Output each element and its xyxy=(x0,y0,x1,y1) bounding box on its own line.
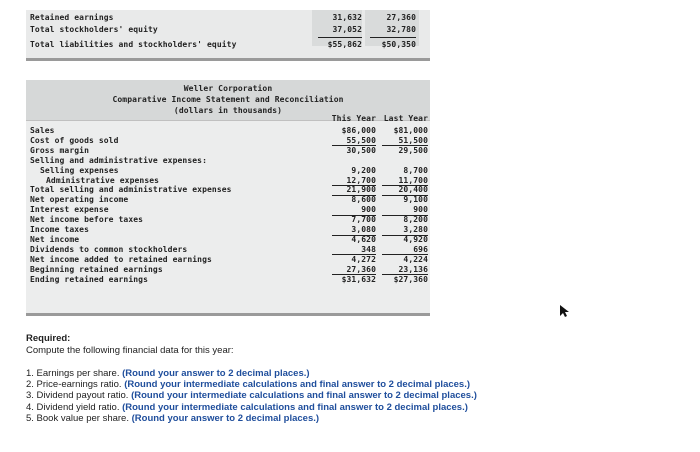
statement-row-label: Administrative expenses xyxy=(46,175,160,185)
statement-row-last-year xyxy=(378,156,428,166)
list-item: 5. Book value per share. (Round your answer to 2 decimal places.) xyxy=(26,412,320,424)
statement-row-label: Sales xyxy=(30,126,55,135)
required-title: Required: xyxy=(26,333,71,344)
statement-row-this-year: 27,360 xyxy=(346,264,376,274)
statement-row-this-year: 900 xyxy=(361,205,376,215)
statement-row-label: Selling expenses xyxy=(40,165,119,175)
statement-row-this-year: 9,200 xyxy=(351,165,376,175)
required-section xyxy=(26,333,686,424)
statement-row-last-year: 8,700 xyxy=(403,165,428,175)
statement-row-this-year: 4,272 xyxy=(351,254,376,264)
statement-row-label: Total selling and administrative expenses xyxy=(30,185,232,195)
row-last-year: $50,350 xyxy=(381,40,416,49)
statement-row-last-year: 8,200 xyxy=(403,215,428,225)
row-label: Total liabilities and stockholders' equity xyxy=(30,40,237,49)
statement-units: (dollars in thousands) xyxy=(173,106,283,115)
statement-row-last-year: 4,920 xyxy=(403,234,428,244)
statement-row-this-year: 3,080 xyxy=(351,225,376,234)
statement-row-last-year: 9,100 xyxy=(403,195,428,205)
statement-row-label: Net income added to retained earnings xyxy=(30,254,212,264)
list-item: 4. Dividend yield ratio. (Round your intermediate calculations and final answer to 2 decimal places.) xyxy=(26,401,468,413)
statement-bottom-rule xyxy=(26,313,430,316)
list-item: 1. Earnings per share. (Round your answer to 2 decimal places.) xyxy=(26,368,310,379)
list-item: 3. Dividend payout ratio. (Round your intermediate calculations and final answer to 2 decimal places.) xyxy=(26,390,477,402)
statement-row-label: Net income before taxes xyxy=(30,215,144,225)
statement-row-last-year: 23,136 xyxy=(398,264,428,274)
statement-row-label: Interest expense xyxy=(30,205,109,215)
statement-row-last-year: 20,400 xyxy=(398,185,428,195)
mouse-cursor-icon xyxy=(560,305,570,317)
statement-row-this-year: $31,632 xyxy=(341,274,376,284)
row-last-year: 27,360 xyxy=(386,13,416,22)
statement-row-label: Dividends to common stockholders xyxy=(30,244,188,254)
underline xyxy=(318,37,362,38)
statement-row-label: Beginning retained earnings xyxy=(30,264,163,274)
statement-row-this-year: 30,500 xyxy=(346,145,376,155)
statement-row-this-year: 8,600 xyxy=(351,195,376,205)
balance-sheet-excerpt xyxy=(26,10,430,61)
statement-row-this-year: 7,700 xyxy=(351,215,376,225)
statement-row-this-year: 55,500 xyxy=(346,135,376,145)
company-name: Weller Corporation xyxy=(183,84,273,93)
statement-row-label: Cost of goods sold xyxy=(30,135,119,145)
statement-row-last-year: 11,700 xyxy=(398,175,428,185)
statement-row-this-year: 21,900 xyxy=(346,185,376,195)
col-last-year: Last Year xyxy=(383,114,428,123)
statement-row-last-year: 3,280 xyxy=(403,225,428,234)
row-label: Total stockholders' equity xyxy=(30,25,158,34)
statement-row-this-year: 12,700 xyxy=(346,175,376,185)
col-this-year: This Year xyxy=(331,114,376,123)
required-intro: Compute the following financial data for this year: xyxy=(26,345,234,356)
row-last-year: 32,780 xyxy=(386,25,416,34)
underline xyxy=(370,37,416,38)
statement-row-label: Net operating income xyxy=(30,195,129,205)
statement-row-label: Ending retained earnings xyxy=(30,274,148,284)
statement-row-last-year: 900 xyxy=(413,205,428,215)
statement-row-last-year: 51,500 xyxy=(398,135,428,145)
statement-row-last-year: 29,500 xyxy=(398,145,428,155)
list-item: 2. Price-earnings ratio. (Round your intermediate calculations and final answer to 2 decimal places.) xyxy=(26,379,470,391)
statement-row-last-year: $27,360 xyxy=(393,274,428,284)
statement-row-this-year: $86,000 xyxy=(341,126,376,135)
row-this-year: 37,052 xyxy=(332,25,362,34)
row-label: Retained earnings xyxy=(30,13,114,22)
statement-row-last-year: $81,000 xyxy=(393,126,428,135)
statement-row-label: Income taxes xyxy=(30,225,89,234)
statement-row-last-year: 696 xyxy=(413,244,428,254)
income-statement xyxy=(26,80,430,313)
statement-row-this-year: 348 xyxy=(361,244,376,254)
required-list xyxy=(26,368,686,424)
statement-row-label: Gross margin xyxy=(30,145,89,155)
statement-row-this-year xyxy=(326,156,376,166)
statement-row-last-year: 4,224 xyxy=(403,254,428,264)
statement-row-this-year: 4,620 xyxy=(351,234,376,244)
row-this-year: $55,862 xyxy=(327,40,362,49)
statement-title: Comparative Income Statement and Reconciliation xyxy=(112,95,344,104)
statement-row-label: Net income xyxy=(30,234,80,244)
statement-row-label: Selling and administrative expenses: xyxy=(30,155,207,165)
row-this-year: 31,632 xyxy=(332,13,362,22)
